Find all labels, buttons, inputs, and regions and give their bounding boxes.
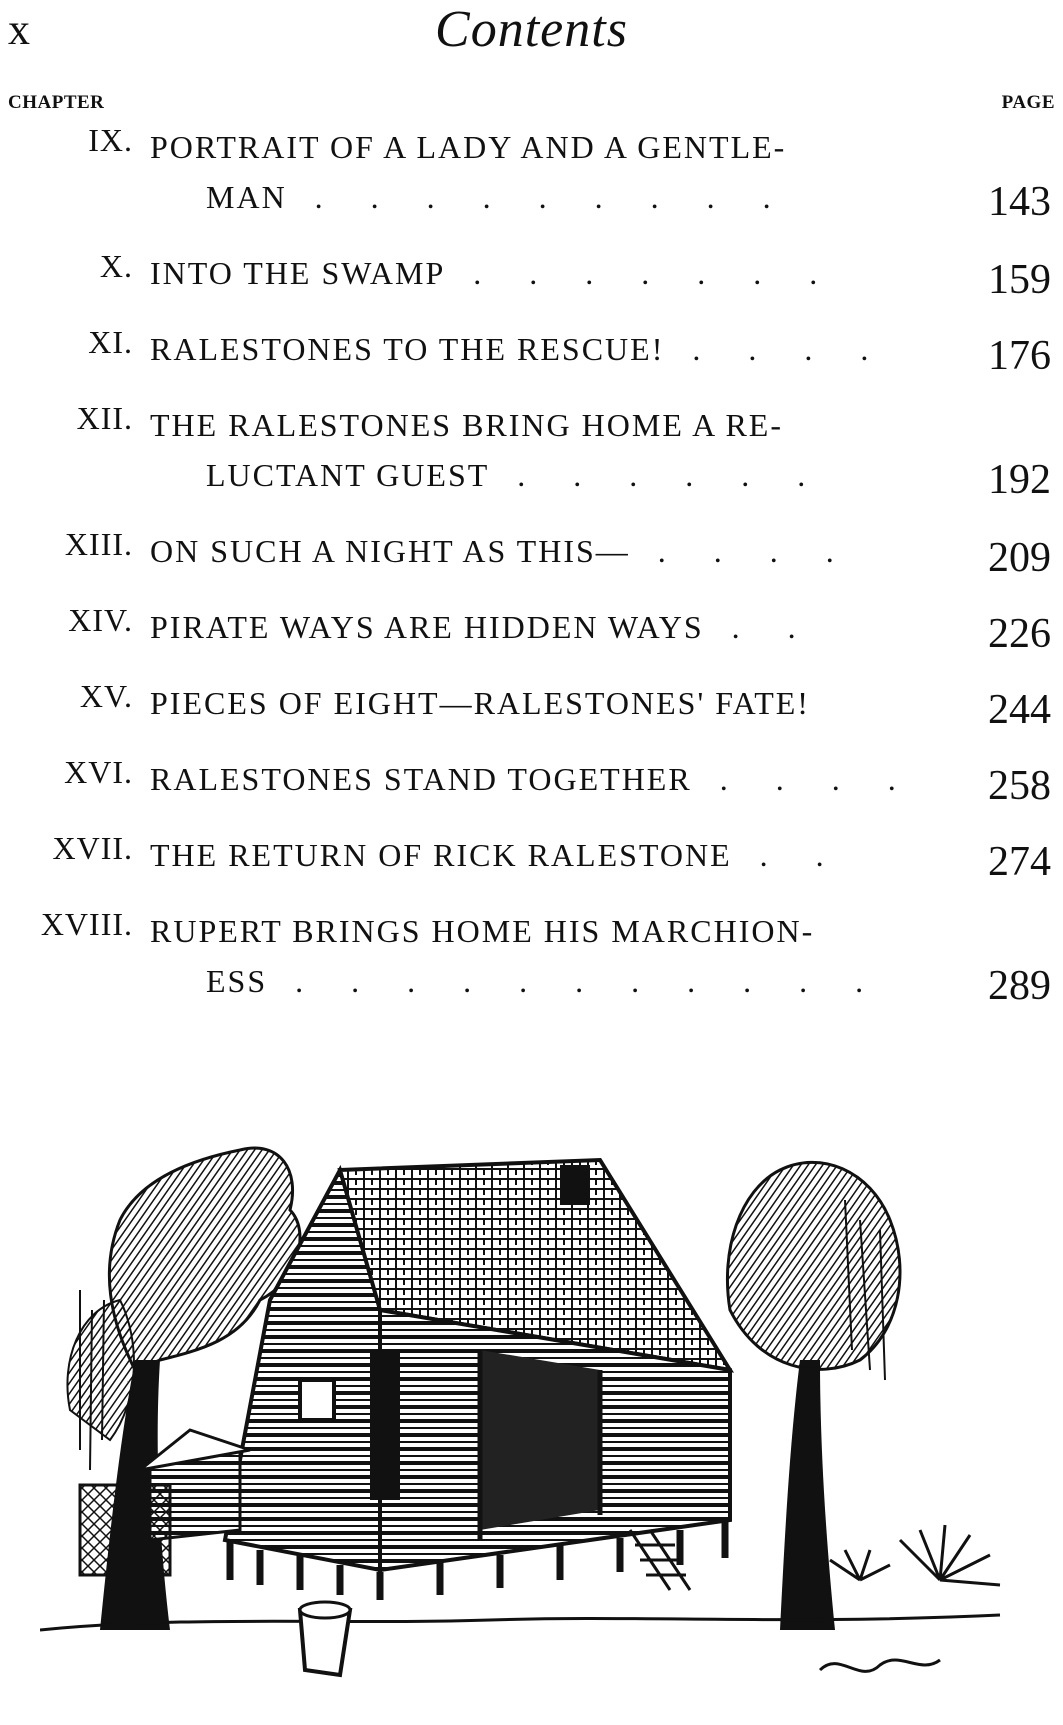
chapter-number: XVIII. [40,906,133,942]
signature-mark [820,1660,940,1671]
toc-entry [0,592,1063,668]
chapter-title: PORTRAIT OF A LADY AND A GENTLE- [150,129,787,165]
page-ref: 226 [988,611,1051,657]
palmetto [830,1525,1000,1585]
chapter-title: RALESTONES STAND TOGETHER [150,761,692,797]
toc-entry [0,668,1063,744]
page-ref: 143 [988,179,1051,225]
chapter-title-continued: ESS [206,963,268,999]
chapter-number: XII. [76,400,133,436]
page-ref: 258 [988,763,1051,809]
right-tree [727,1162,900,1630]
chapter-title-continued: MAN [206,179,287,215]
chapter-title: RALESTONES TO THE RESCUE! [150,331,665,367]
toc-entry [0,820,1063,896]
chapter-number: X. [99,248,133,284]
toc-entry [0,238,1063,314]
toc-entry [0,744,1063,820]
ground [40,1615,1000,1630]
chapter-number: XVII. [52,830,133,866]
stump [300,1610,350,1675]
chapter-number: XIV. [68,602,133,638]
page-ref: 289 [988,963,1051,1009]
chapter-title: ON SUCH A NIGHT AS THIS— [150,533,630,569]
chapter-title: PIECES OF EIGHT—RALESTONES' FATE! [150,685,810,721]
chapter-number: IX. [88,122,133,158]
page-ref: 209 [988,535,1051,581]
toc-entry [0,896,1063,1022]
chapter-number: XI. [88,324,133,360]
chapter-title: RUPERT BRINGS HOME HIS MARCHION- [150,913,815,949]
chapter-title: THE RALESTONES BRING HOME A RE- [150,407,783,443]
chapter-title: THE RETURN OF RICK RALESTONE [150,837,732,873]
cabin [225,1160,730,1600]
chapter-title: PIRATE WAYS ARE HIDDEN WAYS [150,609,704,645]
page-ref: 192 [988,457,1051,503]
leader-dots: . . . . . . . . . . . [267,963,884,999]
table-of-contents [0,112,1063,1022]
chapter-title-continued: LUCTANT GUEST [206,457,490,493]
leader-dots: . . . . [691,761,916,797]
cabin-illustration [40,1110,1020,1710]
page-ref: 274 [988,839,1051,885]
leader-dots: . . [703,609,816,645]
chapter-number: XIII. [64,526,133,562]
page-column-header: PAGE [1001,92,1055,113]
chapter-column-header: CHAPTER [8,92,105,113]
page-ref: 176 [988,333,1051,379]
chapter-number: XVI. [64,754,133,790]
page-number: x [8,5,30,54]
toc-entry [0,314,1063,390]
page-ref: 244 [988,687,1051,733]
toc-entry [0,390,1063,516]
page-ref: 159 [988,257,1051,303]
leader-dots: . . . . . . . . . [286,179,791,215]
chapter-number: XV. [79,678,133,714]
leader-dots: . . . . . . . [445,255,838,291]
toc-entry [0,112,1063,238]
chapter-title: INTO THE SWAMP [150,255,446,291]
leader-dots: . . . . [629,533,854,569]
leader-dots: . . . . [664,331,889,367]
leader-dots: . . [731,837,844,873]
fence [80,1485,170,1575]
leader-dots: . . . . . . [489,457,826,493]
toc-entry [0,516,1063,592]
page-title: Contents [435,1,628,58]
